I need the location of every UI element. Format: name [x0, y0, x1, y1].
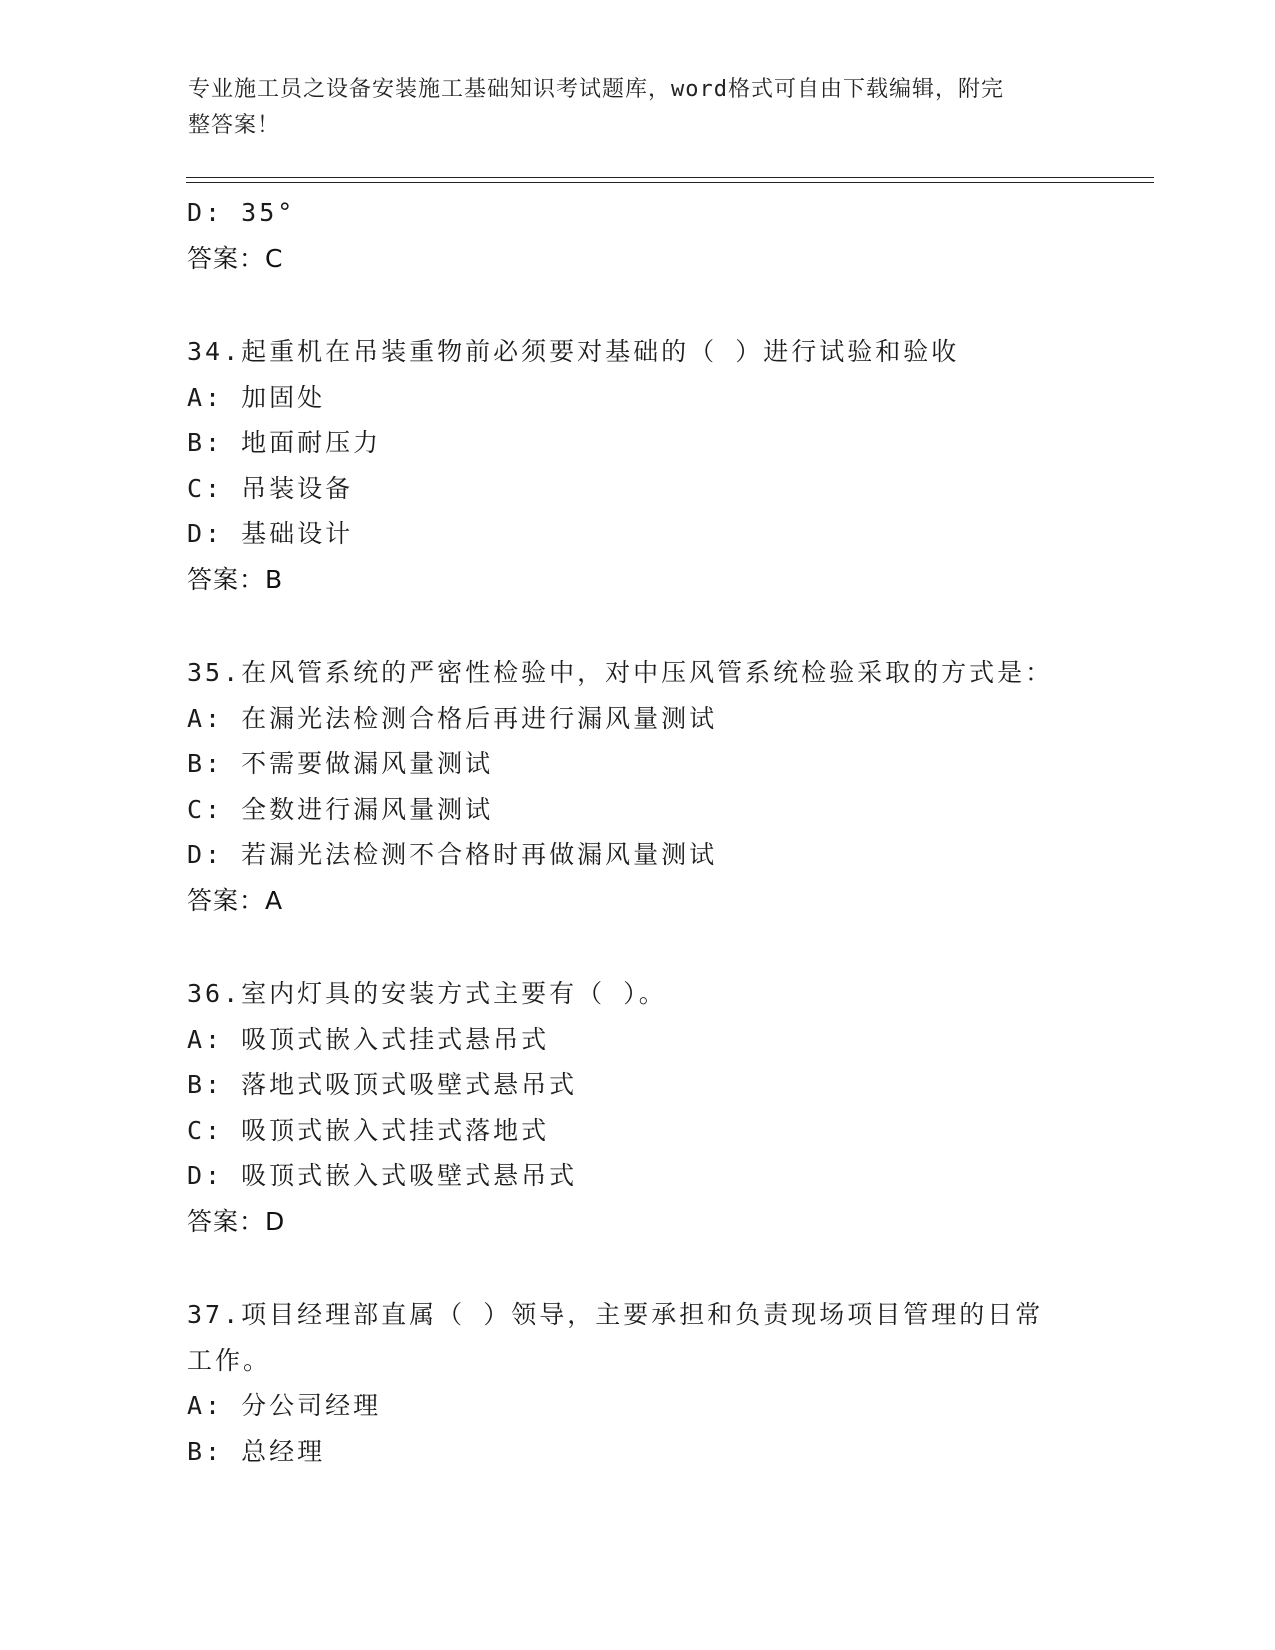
option-d: D: 基础设计 — [187, 519, 354, 548]
header-line-2: 整答案！ — [188, 113, 281, 138]
question-title-line-2: 工作。 — [187, 1345, 272, 1375]
option-d: D: 若漏光法检测不合格时再做漏风量测试 — [187, 840, 718, 869]
question-36 — [187, 971, 1087, 1244]
question-title-line-1: 37.项目经理部直属（ ）领导，主要承担和负责现场项目管理的日常 — [187, 1300, 1044, 1329]
answer-line: 答案：A — [187, 885, 284, 915]
option-c: C: 吸顶式嵌入式挂式落地式 — [187, 1115, 550, 1145]
option-a: A: 分公司经理 — [187, 1391, 382, 1420]
option-d: D: 吸顶式嵌入式吸壁式悬吊式 — [187, 1161, 578, 1190]
question-title: 34.起重机在吊装重物前必须要对基础的（ ）进行试验和验收 — [187, 337, 960, 366]
spacer — [187, 923, 1087, 971]
option-c: C: 吊装设备 — [187, 473, 354, 503]
question-title: 36.室内灯具的安装方式主要有（ ）。 — [187, 979, 667, 1008]
option-c: C: 全数进行漏风量测试 — [187, 794, 494, 824]
answer-line: 答案：C — [187, 243, 284, 273]
document-header — [188, 72, 1068, 144]
question-35 — [187, 650, 1087, 923]
option-b: B: 落地式吸顶式吸壁式悬吊式 — [187, 1070, 578, 1099]
answer-line: 答案：B — [187, 564, 284, 594]
option-b: B: 总经理 — [187, 1436, 326, 1466]
header-rule-top — [186, 177, 1154, 178]
answer-line: 答案：D — [187, 1206, 286, 1236]
header-line-1: 专业施工员之设备安装施工基础知识考试题库，word格式可自由下载编辑，附完 — [188, 77, 1004, 102]
spacer — [187, 602, 1087, 650]
option-d: D: 35° — [187, 198, 296, 227]
question-list — [187, 190, 1087, 1474]
spacer — [187, 281, 1087, 329]
question-34 — [187, 329, 1087, 602]
spacer — [187, 1244, 1087, 1292]
question-37 — [187, 1292, 1087, 1474]
option-a: A: 加固处 — [187, 382, 326, 412]
header-rule-bottom — [186, 182, 1154, 183]
option-a: A: 吸顶式嵌入式挂式悬吊式 — [187, 1024, 550, 1054]
option-b: B: 地面耐压力 — [187, 428, 382, 457]
question-title: 35.在风管系统的严密性检验中，对中压风管系统检验采取的方式是： — [187, 658, 1054, 687]
option-b: B: 不需要做漏风量测试 — [187, 749, 494, 778]
option-a: A: 在漏光法检测合格后再进行漏风量测试 — [187, 703, 718, 733]
